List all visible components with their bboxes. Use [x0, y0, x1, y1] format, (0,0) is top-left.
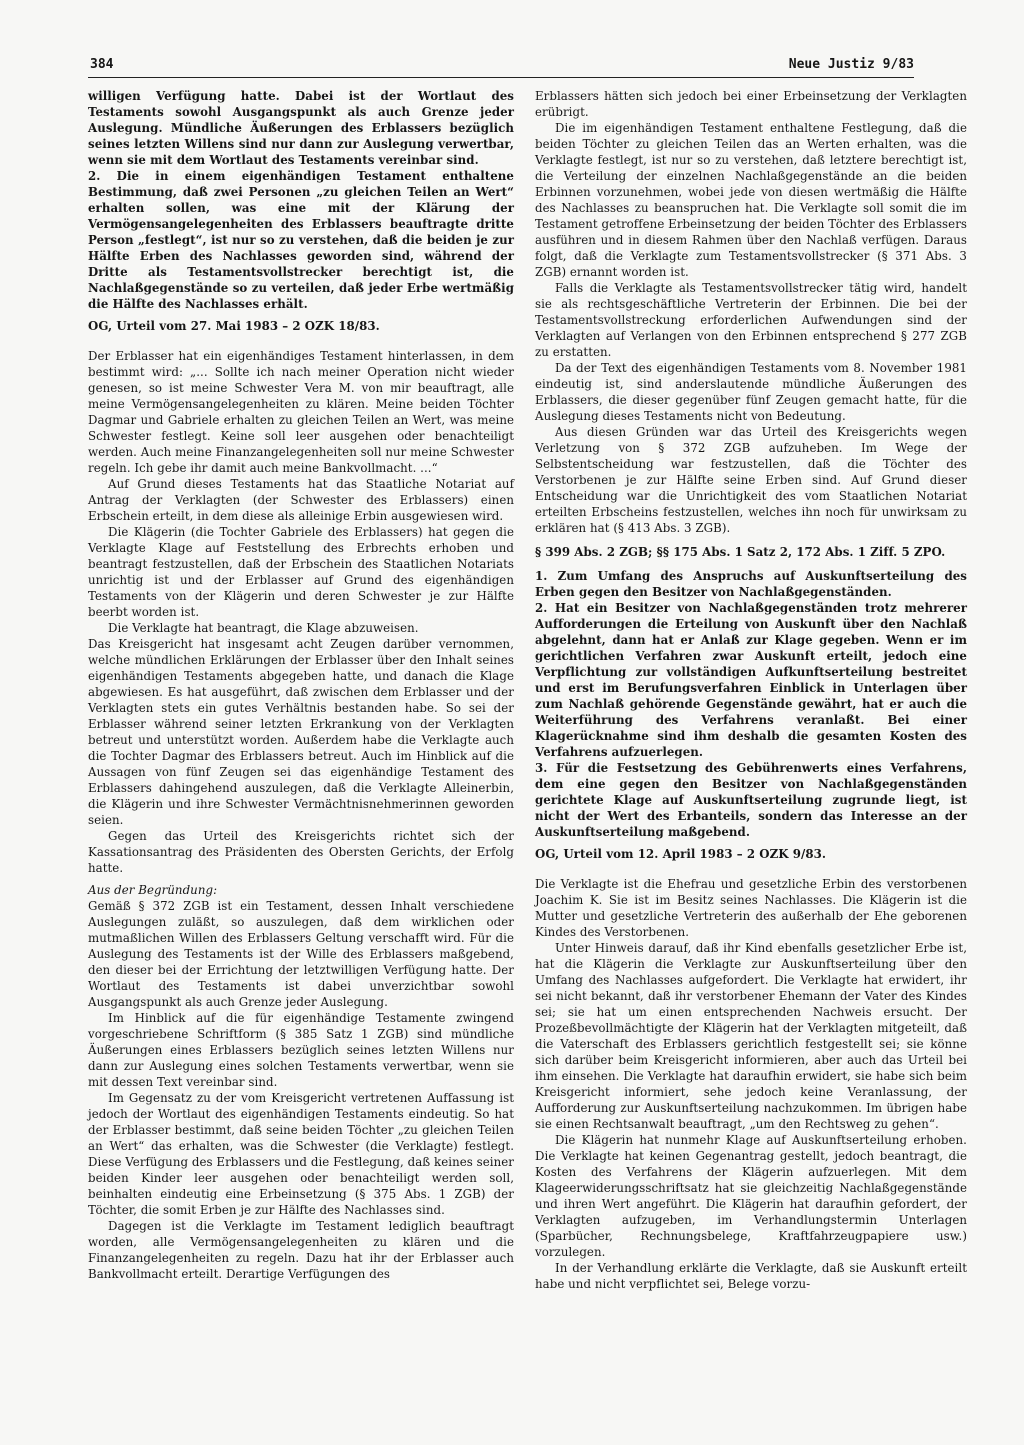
headnote-2: 2. Hat ein Besitzer von Nachlaßgegenständen trotz mehrerer Aufforderungen die Erteilung von Auskunft über den Nachlaß abgelehnt, dann hat er Anlaß zur Klage gegeben. Wenn er im gerichtlichen Verfahren zwar Auskunft erteilt, jedoch eine Verpflichtung zur vollständigen Aufkunftserteilung bestreitet und erst im Berufungsverfahren Einblick in Unterlagen über zum Nachlaß gehörende Gegenstände gewährt, hat er auch die Weiterführung des Verfahrens veranlaßt. Bei einer Klagerücknahme sind ihm deshalb die gesamten Kosten des Verfahrens aufzuerlegen.: [535, 601, 967, 759]
paragraph: Gemäß § 372 ZGB ist ein Testament, dessen Inhalt verschiedene Auslegungen zuläßt, so auszulegen, daß dem wirklichen oder mutmaßlichen Willen des Erblassers Geltung verschafft wird. Für die Auslegung des Testaments ist der Wille des Erblassers maßgebend, den dieser bei der Errichtung der letztwilligen Verfügung hatte. Der Wortlaut des Testaments ist dabei unverzichtbar sowohl Ausgangspunkt als auch Grenze jeder Auslegung.: [88, 899, 514, 1009]
paragraph: Die Klägerin (die Tochter Gabriele des Erblassers) hat gegen die Verklagte Klage auf Feststellung des Erbrechts erhoben und beantragt festzustellen, daß der Erbschein des Staatlichen Notariats unrichtig ist und der Erblasser auf Grund des eigenhändigen Testaments von der Klägerin und deren Schwester je zur Hälfte beerbt worden ist.: [88, 525, 514, 619]
journal-issue: Neue Justiz 9/83: [788, 57, 914, 72]
headnote-2: 2. Die in einem eigenhändigen Testament enthaltene Bestimmung, daß zwei Personen „zu gleichen Teilen an Wert“ erhalten sollen, was eine mit der Klärung der Vermögensangelegenheiten des Erblassers beauftragte dritte Person „festlegt“, ist nur so zu verstehen, daß die beiden je zur Hälfte Erben des Nachlasses geworden sind, während der Dritte als Testamentsvollstrecker berechtigt ist, die Nachlaßgegenstände so zu verteilen, daß jeder Erbe wertmäßig die Hälfte des Nachlasses erhält.: [88, 169, 514, 311]
headnote-1-continued: willigen Verfügung hatte. Dabei ist der Wortlaut des Testaments sowohl Ausgangspunkt als auch Grenze jeder Auslegung. Mündliche Äußerungen des Erblassers bezüglich seines letzten Willens sind nur dann zur Auslegung verwertbar, wenn sie mit dem Wortlaut des Testaments vereinbar sind.: [88, 89, 514, 167]
headnote-3: 3. Für die Festsetzung des Gebührenwerts eines Verfahrens, dem eine gegen den Besitzer von Nachlaßgegenständen gerichtete Klage auf Auskunftserteilung zugrunde liegt, ist nicht der Wert des Erbanteils, sondern das Interesse an der Auskunftserteilung maßgebend.: [535, 761, 967, 839]
paragraph: Das Kreisgericht hat insgesamt acht Zeugen darüber vernommen, welche mündlichen Erklärungen der Erblasser über den Inhalt seines eigenhändigen Testaments abgegeben hatte, und danach die Klage abgewiesen. Es hat ausgeführt, daß zwischen dem Erblasser und der Verklagten stets ein gutes Verhältnis bestanden habe. So sei der Erblasser während seiner letzten Erkrankung von der Verklagten betreut und unterstützt worden. Außerdem habe die Verklagte auch die Tochter Dagmar des Erblassers betreut. Auch im Hinblick auf die Aussagen von fünf Zeugen sei das eigenhändige Testament des Erblassers dahingehend auszulegen, daß die Verklagte Alleinerbin, die Klägerin und ihre Schwester Vermächtnisnehmerinnen geworden seien.: [88, 637, 514, 827]
case-reference: OG, Urteil vom 12. April 1983 – 2 OZK 9/83.: [535, 847, 827, 861]
paragraph: Die Verklagte hat beantragt, die Klage abzuweisen.: [108, 621, 419, 635]
headnote-1: 1. Zum Umfang des Anspruchs auf Auskunftserteilung des Erben gegen den Besitzer von Nachlaßgegenständen.: [535, 569, 967, 599]
paragraph: Die Klägerin hat nunmehr Klage auf Auskunftserteilung erhoben. Die Verklagte hat keinen Gegenantrag gestellt, jedoch beantragt, die Kosten des Verfahrens der Klägerin aufzuerlegen. Mit dem Klageerwiderungsschriftsatz hat sie gleichzeitig Nachlaßgegenstände und ihren Wert angeführt. Die Klägerin hat daraufhin gefordert, der Verklagten aufzugeben, im Verhandlungstermin Unterlagen (Sparbücher, Rechnungsbelege, Kraftfahrzeugpapiere usw.) vorzulegen.: [535, 1133, 967, 1259]
paragraph: Im Hinblick auf die für eigenhändige Testamente zwingend vorgeschriebene Schriftform (§ 385 Satz 1 ZGB) sind mündliche Äußerungen eines Erblassers bezüglich seines letzten Willens nur dann zur Auslegung eines solchen Testaments verwertbar, wenn sie mit dessen Text vereinbar sind.: [88, 1011, 514, 1089]
law-citation: § 399 Abs. 2 ZGB; §§ 175 Abs. 1 Satz 2, 172 Abs. 1 Ziff. 5 ZPO.: [535, 545, 946, 559]
paragraph: Der Erblasser hat ein eigenhändiges Testament hinterlassen, in dem bestimmt wird: „... Sollte ich nach meiner Operation nicht wieder genesen, so ist meine Schwester Vera M. von mir beauftragt, alle meine Vermögensangelegenheiten zu klären. Meine beiden Töchter Dagmar und Gabriele erhalten zu gleichen Teilen an Wert, was meine Schwester festlegt. Keine soll leer ausgehen oder benachteiligt werden. Auch meine Finanzangelegenheiten soll nur meine Schwester regeln. Ich gebe ihr damit auch meine Bankvollmacht. ...“: [88, 349, 514, 475]
paragraph: Erblassers hätten sich jedoch bei einer Erbeinsetzung der Verklagten erübrigt.: [535, 89, 967, 119]
paragraph: Gegen das Urteil des Kreisgerichts richtet sich der Kassationsantrag des Präsidenten des Obersten Gerichts, der Erfolg hatte.: [88, 829, 514, 875]
paragraph: Falls die Verklagte als Testamentsvollstrecker tätig wird, handelt sie als rechtsgeschäftliche Vertreterin der Erbinnen. Die bei der Testamentsvollstreckung erforderlichen Aufwendungen sind der Verklagten auf Verlangen von den Erbinnen entsprechend § 277 ZGB zu erstatten.: [535, 281, 967, 359]
case-reference: OG, Urteil vom 27. Mai 1983 – 2 OZK 18/83.: [88, 319, 380, 333]
paragraph: Da der Text des eigenhändigen Testaments vom 8. November 1981 eindeutig ist, sind anderslautende mündliche Äußerungen des Erblassers, die dieser gegenüber fünf Zeugen gemacht hatte, für die Auslegung dieses Testaments nicht von Bedeutung.: [535, 361, 967, 423]
page-header: [88, 55, 914, 78]
paragraph: Unter Hinweis darauf, daß ihr Kind ebenfalls gesetzlicher Erbe ist, hat die Klägerin die Verklagte zur Auskunftserteilung über den Umfang des Nachlasses aufgefordert. Die Verklagte hat erwidert, ihr sei nicht bekannt, daß ihr verstorbener Ehemann der Vater des Kindes sei; sie hat um einen entsprechenden Nachweis ersucht. Der Prozeßbevollmächtigte der Klägerin hat der Verklagten mitgeteilt, daß die Vaterschaft des Erblassers gerichtlich festgestellt sei; sie könne sich darüber beim Kreisgericht informieren, aber auch das Urteil bei ihm einsehen. Die Verklagte hat daraufhin erwidert, sie habe sich beim Kreisgericht informiert, sehe jedoch keine Veranlassung, der Aufforderung zur Auskunftserteilung nachzukommen. Im übrigen habe sie einen Rechtsanwalt beauftragt, „um den Rechtsweg zu gehen“.: [535, 941, 967, 1131]
paragraph: In der Verhandlung erklärte die Verklagte, daß sie Auskunft erteilt habe und nicht verpflichtet sei, Belege vorzu-: [535, 1261, 967, 1291]
page-number: 384: [90, 57, 114, 72]
section-subheading: Aus der Begründung:: [88, 883, 218, 897]
paragraph: Aus diesen Gründen war das Urteil des Kreisgerichts wegen Verletzung von § 372 ZGB aufzuheben. Im Wege der Selbstentscheidung war festzustellen, daß die Töchter des Verstorbenen je zur Hälfte seine Erben sind. Auf Grund dieser Entscheidung war die Unrichtigkeit des vom Staatlichen Notariat erteilten Erbscheins festzustellen, welches ihn noch für unwirksam zu erklären hat (§ 413 Abs. 3 ZGB).: [535, 425, 967, 535]
left-column: [88, 88, 514, 1282]
paragraph: Auf Grund dieses Testaments hat das Staatliche Notariat auf Antrag der Verklagten (der Schwester des Erblassers) einen Erbschein erteilt, in dem diese als alleinige Erbin ausgewiesen wird.: [88, 477, 514, 523]
paragraph: Die Verklagte ist die Ehefrau und gesetzliche Erbin des verstorbenen Joachim K. Sie ist im Besitz seines Nachlasses. Die Klägerin ist die Mutter und gesetzliche Vertreterin des außerhalb der Ehe geborenen Kindes des Verstorbenen.: [535, 877, 967, 939]
paragraph: Dagegen ist die Verklagte im Testament lediglich beauftragt worden, alle Vermögensangelegenheiten zu klären und die Finanzangelegenheiten zu regeln. Dazu hat ihr der Erblasser auch Bankvollmacht erteilt. Derartige Verfügungen des: [88, 1219, 514, 1281]
right-column: [535, 88, 967, 1292]
paragraph: Die im eigenhändigen Testament enthaltene Festlegung, daß die beiden Töchter zu gleichen Teilen das an Werten erhalten, was die Verklagte festlegt, ist nur so zu verstehen, daß letztere berechtigt ist, die Verteilung der einzelnen Nachlaßgegenstände an die beiden Erbinnen vorzunehmen, wobei jede von diesen wertmäßig die Hälfte des Nachlasses zu beanspruchen hat. Die Verklagte soll somit die im Testament getroffene Erbeinsetzung der beiden Töchter des Erblassers ausführen und in diesem Rahmen über den Nachlaß verfügen. Daraus folgt, daß die Verklagte zum Testamentsvollstrecker (§ 371 Abs. 3 ZGB) ernannt worden ist.: [535, 121, 967, 279]
paragraph: Im Gegensatz zu der vom Kreisgericht vertretenen Auffassung ist jedoch der Wortlaut des eigenhändigen Testaments eindeutig. So hat der Erblasser bestimmt, daß seine beiden Töchter „zu gleichen Teilen an Wert“ das erhalten, was die Schwester (die Verklagte) festlegt. Diese Verfügung des Erblassers und die Festlegung, daß keines seiner beiden Kinder leer ausgehen oder benachteiligt werden soll, beinhalten eindeutig eine Erbeinsetzung (§ 375 Abs. 1 ZGB) der Töchter, die somit Erben je zur Hälfte des Nachlasses sind.: [88, 1091, 514, 1217]
